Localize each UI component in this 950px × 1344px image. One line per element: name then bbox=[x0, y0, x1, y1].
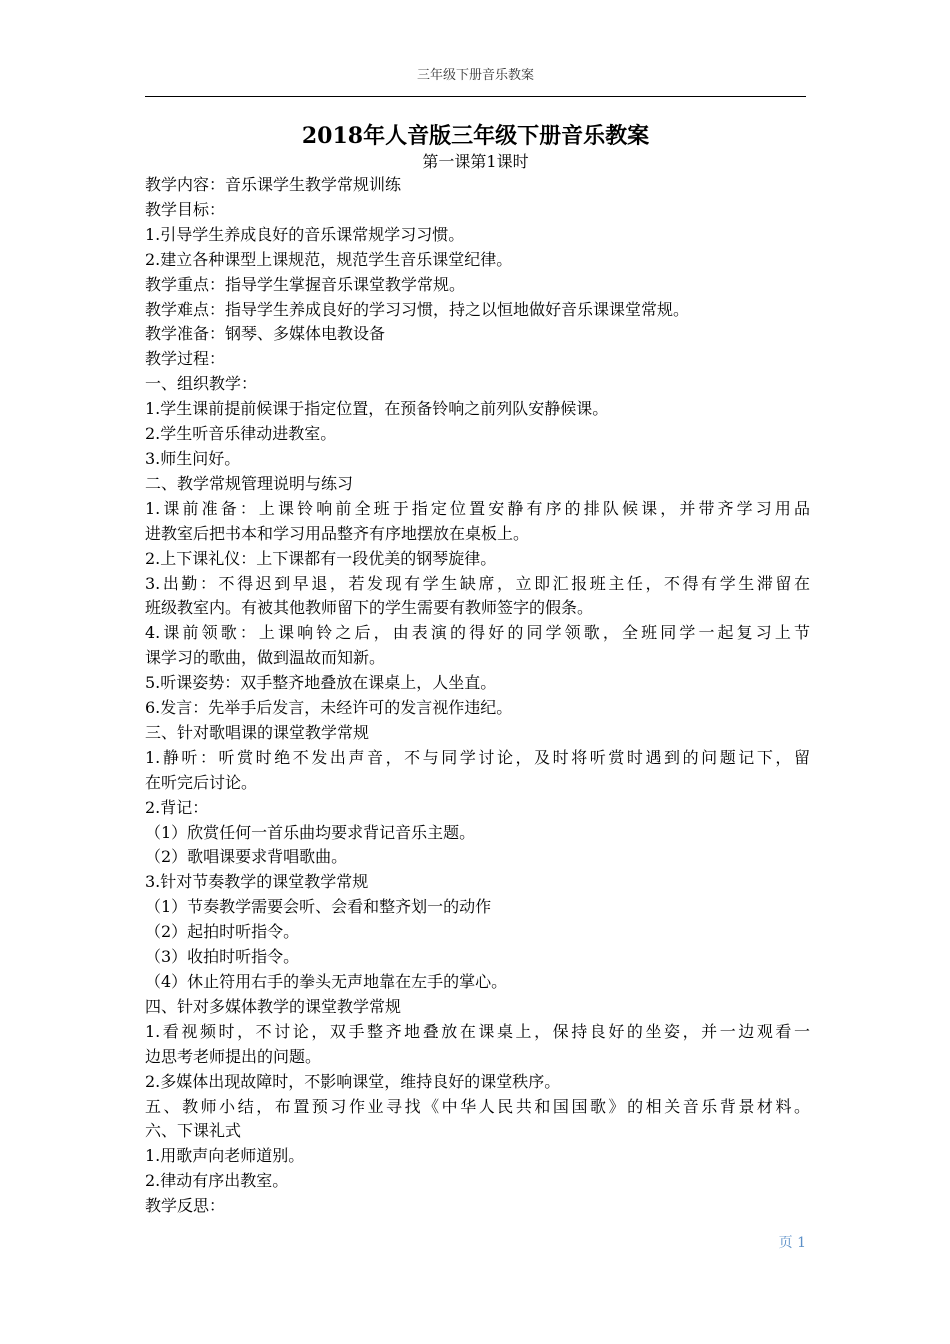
body-line: 1.用歌声向老师道别。 bbox=[145, 1146, 305, 1166]
document-body bbox=[145, 173, 810, 1219]
body-line: 教学目标： bbox=[145, 199, 226, 219]
body-line: （4）休止符用右手的拳头无声地靠在左手的掌心。 bbox=[145, 972, 508, 991]
body-line: 2.多媒体出现故障时，不影响课堂，维持良好的课堂秩序。 bbox=[145, 1071, 561, 1091]
body-line: 四、针对多媒体教学的课堂教学常规 bbox=[145, 996, 402, 1016]
page-number: 页 1 bbox=[778, 1235, 806, 1251]
body-line: （2）歌唱课要求背唱歌曲。 bbox=[145, 847, 348, 867]
body-line: （2）起拍时听指令。 bbox=[145, 922, 300, 942]
body-line: （1）节奏教学需要会听、会看和整齐划一的动作 bbox=[145, 897, 492, 917]
body-line: 教学过程： bbox=[145, 349, 226, 369]
body-line: 教学内容：音乐课学生教学常规训练 bbox=[145, 175, 402, 194]
body-line: 教学反思： bbox=[145, 1196, 226, 1216]
body-line: 2.学生听音乐律动进教室。 bbox=[145, 424, 337, 444]
body-line: 六、下课礼式 bbox=[145, 1121, 242, 1141]
body-line: 2.建立各种课型上课规范，规范学生音乐课堂纪律。 bbox=[145, 249, 513, 269]
body-line: 3.针对节奏教学的课堂教学常规 bbox=[145, 872, 369, 892]
body-line: 1.静听：听赏时绝不发出声音，不与同学讨论，及时将听赏时遇到的问题记下，留 bbox=[145, 747, 810, 767]
body-line: 五、教师小结，布置预习作业寻找《中华人民共和国国歌》的相关音乐背景材料。 bbox=[145, 1096, 810, 1116]
body-line: 1.学生课前提前候课于指定位置，在预备铃响之前列队安静候课。 bbox=[145, 399, 609, 419]
page-header: 三年级下册音乐教案 bbox=[416, 68, 534, 83]
body-line: （3）收拍时听指令。 bbox=[145, 947, 300, 967]
body-line: 6.发言：先举手后发言，未经许可的发言视作违纪。 bbox=[145, 698, 513, 718]
body-line: 一、组织教学： bbox=[145, 374, 258, 394]
body-line: 教学准备：钢琴、多媒体电教设备 bbox=[145, 324, 386, 344]
body-line: 1.看视频时，不讨论，双手整齐地叠放在课桌上，保持良好的坐姿，并一边观看一 bbox=[145, 1021, 810, 1041]
document-title: 2018年人音版三年级下册音乐教案 bbox=[301, 123, 650, 149]
body-line: 教学重点：指导学生掌握音乐课堂教学常规。 bbox=[145, 274, 466, 294]
body-line: 1.课前准备：上课铃响前全班于指定位置安静有序的排队候课，并带齐学习用品 bbox=[145, 498, 810, 518]
body-line: 在听完后讨论。 bbox=[145, 772, 258, 792]
body-line: 边思考老师提出的问题。 bbox=[145, 1046, 322, 1066]
body-line: 进教室后把书本和学习用品整齐有序地摆放在桌板上。 bbox=[145, 523, 530, 543]
body-line: 2.律动有序出教室。 bbox=[145, 1171, 289, 1191]
body-line: 4.课前领歌：上课响铃之后，由表演的得好的同学领歌，全班同学一起复习上节 bbox=[145, 623, 810, 643]
body-line: 1.引导学生养成良好的音乐课常规学习习惯。 bbox=[145, 224, 465, 244]
body-line: 三、针对歌唱课的课堂教学常规 bbox=[145, 722, 370, 742]
header-divider bbox=[145, 96, 806, 97]
body-line: 二、教学常规管理说明与练习 bbox=[145, 473, 354, 493]
body-line: 课学习的歌曲，做到温故而知新。 bbox=[145, 648, 386, 668]
body-line: 5.听课姿势：双手整齐地叠放在课桌上，人坐直。 bbox=[145, 673, 497, 693]
body-line: 2.上下课礼仪：上下课都有一段优美的钢琴旋律。 bbox=[145, 548, 497, 568]
body-line: 班级教室内。有被其他教师留下的学生需要有教师签字的假条。 bbox=[145, 598, 594, 618]
body-line: （1）欣赏任何一首乐曲均要求背记音乐主题。 bbox=[145, 822, 476, 842]
body-line: 3.师生问好。 bbox=[145, 448, 241, 468]
document-subtitle: 第一课第1课时 bbox=[422, 152, 529, 171]
body-line: 3.出勤：不得迟到早退，若发现有学生缺席，立即汇报班主任，不得有学生滞留在 bbox=[145, 573, 810, 593]
body-line: 教学难点：指导学生养成良好的学习习惯，持之以恒地做好音乐课课堂常规。 bbox=[145, 299, 690, 319]
body-line: 2.背记： bbox=[145, 797, 209, 817]
